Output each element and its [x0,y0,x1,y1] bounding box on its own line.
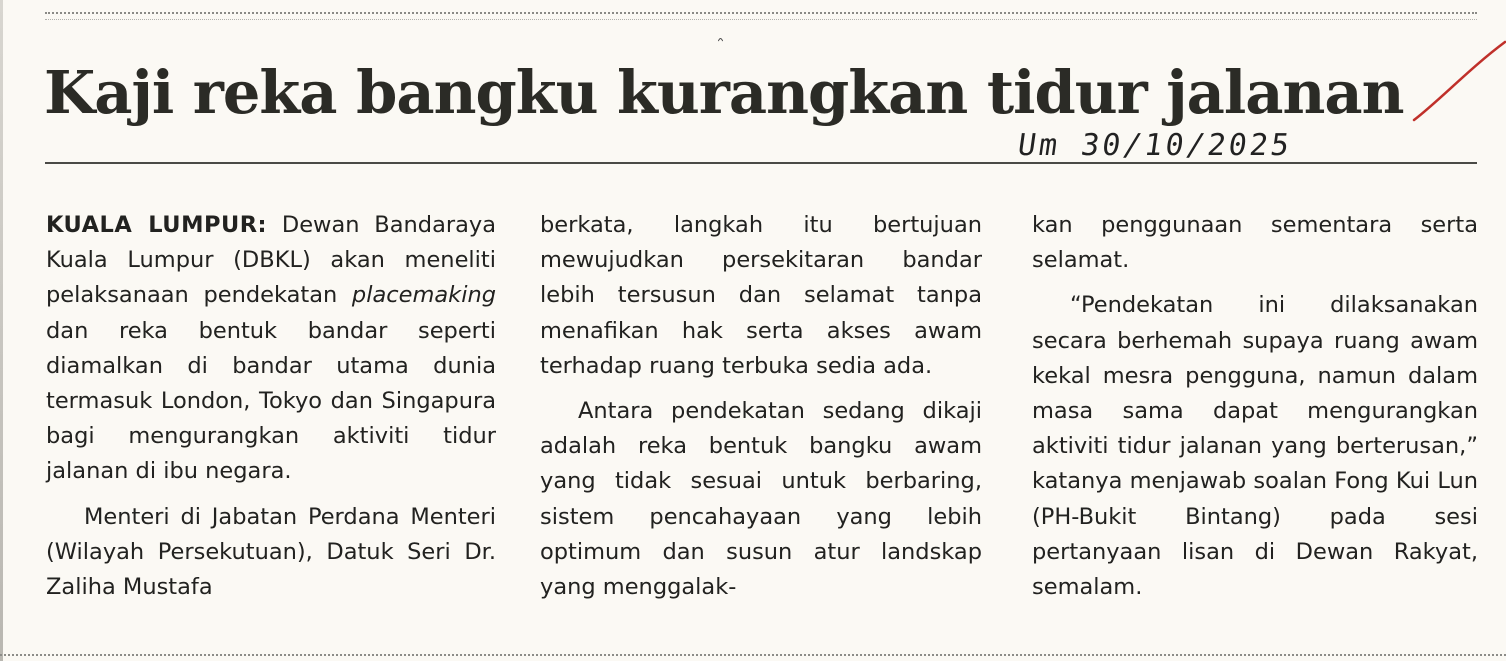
body-text: dan reka bentuk bandar seperti diamalkan di bandar utama dunia termasuk London, Tokyo dan Singapura bagi mengurangkan aktiviti tidur jalanan di ibu negara. [46,317,496,485]
red-pen-mark [1410,40,1506,122]
body-text: Dewan Bandaraya Kuala Lumpur (DBKL) akan meneliti pelaksanaan pendekatan [46,212,496,309]
paragraph: “Pendekatan ini dilaksanakan secara berhemah supaya ruang awam kekal mesra pengguna, namun dalam masa sama dapat mengurangkan aktiviti tidur jalanan yang berterusan,” katanya menjawab soalan Fong Kui Lun (PH-Bukit Bintang) pada sesi pertanyaan lisan di Dewan Rakyat, semalam. [1032,292,1478,601]
headline: Kaji reka bangku kurangkan tidur jalanan [44,58,1404,127]
dateline: KUALA LUMPUR: [46,212,268,238]
article-column-3 [1032,208,1478,605]
article-column-2 [540,208,982,605]
bottom-dotted-rule [0,654,1506,660]
handwritten-date-note: Um 30/10/2025 [1015,128,1295,163]
italic-term: placemaking [351,282,496,309]
paragraph: Antara pendekatan sedang dikaji adalah reka bentuk bangku awam yang tidak sesuai untuk berbaring, sistem pencahayaan yang lebih optimum dan susun atur landskap yang menggalak- [540,398,982,601]
paragraph: Menteri di Jabatan Perdana Menteri (Wilayah Persekutuan), Datuk Seri Dr. Zaliha Mustafa [46,503,496,601]
article-column-1 [46,208,496,605]
top-dotted-rule [45,12,1477,20]
paragraph: kan penggunaan sementara serta selamat. [1032,212,1478,274]
ink-speck [718,38,723,42]
paragraph [46,208,496,490]
paragraph: berkata, langkah itu bertujuan mewujudkan persekitaran bandar lebih tersusun dan selamat tanpa menafikan hak serta akses awam terhadap ruang terbuka sedia ada. [540,212,982,379]
headline-rule [45,162,1477,164]
scan-edge [0,0,3,661]
